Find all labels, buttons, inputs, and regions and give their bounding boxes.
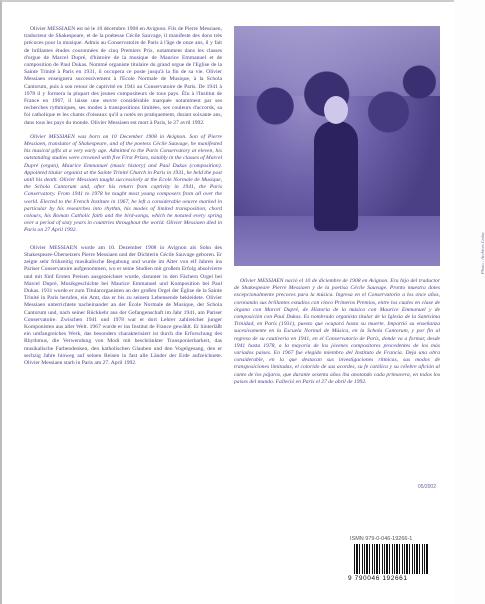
- composer-photo: [234, 26, 440, 266]
- text-column-right: [234, 26, 440, 386]
- ismn-number: ISMN 979-0-046-19266-1: [350, 536, 413, 542]
- biography-spanish: Olivier MESSIAEN nació el 10 de diciembre de 1908 en Avignon. Era hijo del traductor de Shakespeare Pierre Messiaen y de la poetisa Cécile Sauvage. Pronto muestra dotes excepcionalmente precoces para la música. Ingresa en el Conservatorio a los once años, coronando sus brillantes estudios con cinco Primeros Premios, entre los cuales en clase de órgano con Marcel Dupré, de Historia de la música con Maurice Emmanuel y de composición con Paul Dukas. Es nombrado organista titular de la Iglesia de la Santísima Trinidad, en París (1931), puesto que ocupará hasta su muerte. Impartió su enseñanza sucesivamente en la Escuela Normal de Música, en la Schola Cantorum, y por fin al regreso de su cautiverio en 1941, en el Conservatorio de París, donde va a formar, desde 1941 hasta 1978, a la mayoría de los jóvenes compositores procedentes de los más variados países. En 1967 fue elegido miembro del Instituto de Francia. Deja una obra considerable, en la que destacan sus investigaciones rítmicas, sus modos de transposiciones limitadas, el colorido de sus acordes, su fe católica y su célebre afición al canto de los pájaros, que durante sesenta años iba anotando cada primavera, en todos los países del mundo. Falleció en París el 27 de abril de 1992.: [234, 278, 440, 385]
- photo-head: [324, 96, 348, 124]
- text-column-left: [24, 26, 222, 367]
- edition-code: 05/2002: [417, 484, 436, 490]
- photo-figure: [314, 121, 358, 231]
- photo-credit: Photo : Archives Leduc: [480, 232, 485, 275]
- biography-german: Olivier MESSIAEN wurde am 10. Dezember 1908 in Avignon als Sohn des Shakespeare-Übersetzers Pierre Messiaen und der Dichterin Cécile Sauvage geboren. Er zeigte sehr frühzeitig musikalische Begabung und wurde im Alter von elf Jahren ins Pariser Conservatoire aufgenommen, wo er seine Studien mit großem Erfolg absolvierte und mit fünf Ersten Preisen ausgezeichnet wurde, darunter in den Fächern Orgel bei Marcel Dupré, Musikgeschichte bei Maurice Emmanuel und Komposition bei Paul Dukas. 1931 wurde er zum Titularorganisten an der großen Orgel der Église de la Sainte Trinité in Paris berufen, ein Amt, das er bis zu seinem Lebensende bekleidete. Olivier Messiaen unterrichtete nacheinander an der École Normale de Musique, der Schola Cantorum und, nach seiner Rückkehr aus der Gefangenschaft im Jahr 1941, am Pariser Conservatoire. Zwischen 1941 und 1978 war er dort Lehrer zahlreicher junger Komponisten aus aller Welt. 1967 wurde er ins Institut de France gewählt. Er hinterläßt ein umfangreiches Werk, das besonders charakterisiert ist durch die Erforschung des Rhythmus, die Verwendung von Modi mit beschränkter Transponierbarkeit, das musikalische Farbendenken, den katholischen Glauben und den Vogelgesang, den er sechzig Jahre hinweg auf seinen Reisen in fast alle Länder der Erde aufzeichnete. Olivier Messiaen starb in Paris am 27. April 1992.: [24, 244, 222, 366]
- barcode: [348, 544, 428, 584]
- barcode-bars: [354, 544, 428, 574]
- barcode-digits: 9 790046 192661: [348, 575, 408, 582]
- biography-french: Olivier MESSIAEN est né le 10 décembre 1908 en Avignon. Fils de Pierre Messiaen, traducteur de Shakespeare, et de la poétesse Cécile Sauvage, il manifeste des dons très précoces pour la musique. Admis au Conservatoire de Paris à l'âge de onze ans, il y fait de brillantes études couronnées de cinq Premiers Prix, notamment dans les classes d'orgue de Marcel Dupré, d'histoire de la musique de Maurice Emmanuel et de composition de Paul Dukas. Nommé organiste titulaire du grand orgue de l'Eglise de la Sainte Trinité à Paris en 1931, il occupera ce poste jusqu'à la fin de sa vie. Olivier Messiaen enseignera successivement à l'Ecole Normale de Musique, à la Schola Cantorum, puis à son retour de captivité en 1941 au Conservatoire de Paris. De 1941 à 1978 il y formera la plupart des jeunes compositeurs de tous pays. Élu à l'Institut de France en 1967, il laisse une œuvre considérable marquée notamment par ses recherches rythmiques, ses modes à transpositions limitées, ses couleurs d'accords, sa foi catholique et les chants d'oiseaux qu'il a notés en pratiquement, durant soixante ans, dans tous les pays du monde. Olivier Messiaen est mort à Paris, le 27 avril 1992.: [24, 26, 222, 126]
- biography-english: Olivier MESSIAEN was born on 10 December 1908 in Avignon. Son of Pierre Messiaen, translator of Shakespeare, and of the poetess Cécile Sauvage, he manifested his musical gifts at a very early age. Admitted to the Paris Conservatory at eleven, his outstanding studies were crowned with five First Prizes, notably in the classes of Marcel Dupré (organ), Maurice Emmanuel (music history) and Paul Dukas (composition). Appointed titular organist at the Sainte Trinité Church in Paris in 1931, he held the post until his death. Olivier Messiaen taught successively at the Ecole Normale de Musique, the Schola Cantorum and, after his return from captivity in 1941, the Paris Conservatory. From 1941 to 1978 he taught most young composers from all over the world. Elected to the French Institute in 1967, he left a considerable oeuvre marked in particular by his researches into rhythm, his modes of limited transposition, chord colours, his Roman Catholic faith and the bird-songs, which he notated every spring over a period of sixty years in countries throughout the world. Olivier Messiaen died in Paris on 27 April 1992.: [24, 133, 222, 234]
